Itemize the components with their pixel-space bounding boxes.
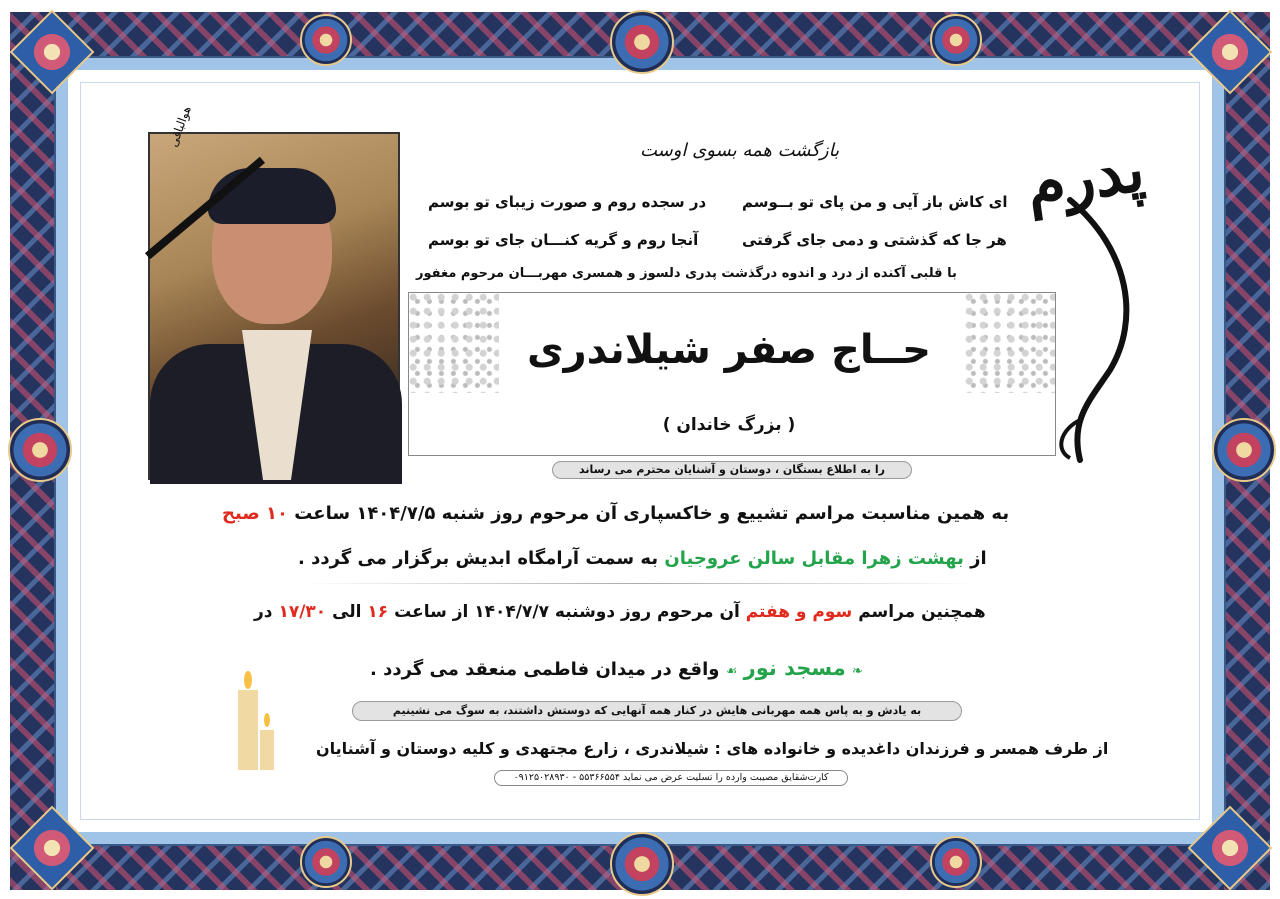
divider [300,583,980,584]
leaf-icon: ☙ [725,664,738,679]
name-box-ornament [965,293,1055,393]
poem-line1-right: ای کاش باز آیی و من پای تو بــوسم [742,193,1008,211]
ceremony2-line2 [370,656,863,680]
ornament-bottom-center [610,832,674,896]
notice-pill: را به اطلاع بستگان ، دوستان و آشنایان محترم می رساند [552,461,912,479]
ornament-top [930,14,982,66]
leaf-icon: ❧ [852,664,863,679]
name-box [408,292,1056,456]
side-title: پدرم [1021,132,1149,221]
ceremony1-time: ۱۰ صبح [222,503,288,524]
ornament-left-center [8,418,72,482]
ceremony1-line2-suffix: به سمت آرامگاه ابدیش برگزار می گردد . [298,548,659,569]
ceremony2-days: سوم و هفتم [745,602,853,622]
calligraphy-swash [1050,190,1150,470]
memory-pill: به یادش و به پاس همه مهربانی هایش در کنار همه آنهایی که دوستش داشتند، به سوگ می نشینیم [352,701,962,721]
ceremony1-place: بهشت زهرا مقابل سالن عروجیان [664,548,964,569]
ceremony2-end: ۱۷/۳۰ [278,602,327,622]
ornament-bottom [930,836,982,888]
poem-line1-left: در سجده روم و صورت زیبای تو بوسم [428,193,707,211]
mosque-name: مسجد نور [743,656,846,680]
ceremony2-line1 [254,602,986,622]
ceremony1-line2-prefix: از [970,548,987,569]
ceremony1-line1 [222,503,1009,524]
ornament-right-center [1212,418,1276,482]
ceremony2-start: ۱۶ [367,602,389,622]
contact-pill: کارت‌شقایق مصیبت وارده را تسلیت عرض می نماید ۵۵۳۶۶۵۵۴ - ۰۹۱۲۵۰۲۸۹۳۰ [494,770,848,786]
candle-icon [228,668,280,776]
deceased-photo [148,104,400,480]
photo-ribbon-text: هوالباقی [166,104,194,149]
poem-line2-right: هر جا که گذشتی و دمی جای گرفتی [742,231,1007,249]
ceremony1-line2 [298,548,987,569]
deceased-subtitle: ( بزرگ خاندان ) [662,415,796,435]
name-box-ornament [409,293,499,393]
motto: بازگشت همه بسوی اوست [640,140,840,161]
ornament-bottom [300,836,352,888]
ornament-top [300,14,352,66]
ceremony2-line2-rest: واقع در میدان فاطمی منعقد می گردد . [370,659,720,680]
ornament-top-center [610,10,674,74]
ceremony1-line1-main: به همین مناسبت مراسم تشییع و خاکسپاری آن مرحوم روز شنبه ۱۴۰۴/۷/۵ ساعت [294,503,1010,524]
family-line: از طرف همسر و فرزندان داغدیده و خانواده های : شیلاندری ، زارع مجتهدی و کلیه دوستان و آشنایان [316,739,1109,758]
ceremony2-mid: الی [332,602,362,622]
deceased-name: حــاج صفر شیلاندری [526,327,932,373]
ceremony2-a: همچنین مراسم [858,602,986,622]
ceremony2-b: آن مرحوم روز دوشنبه ۱۴۰۴/۷/۷ از ساعت [394,602,740,622]
poem-line2-left: آنجا روم و گریه کنـــان جای تو بوسم [428,231,699,249]
intro-line: با قلبی آکنده از درد و اندوه درگذشت پدری دلسوز و همسری مهربـــان مرحوم مغفور [416,266,957,281]
ceremony2-c: در [254,602,273,622]
